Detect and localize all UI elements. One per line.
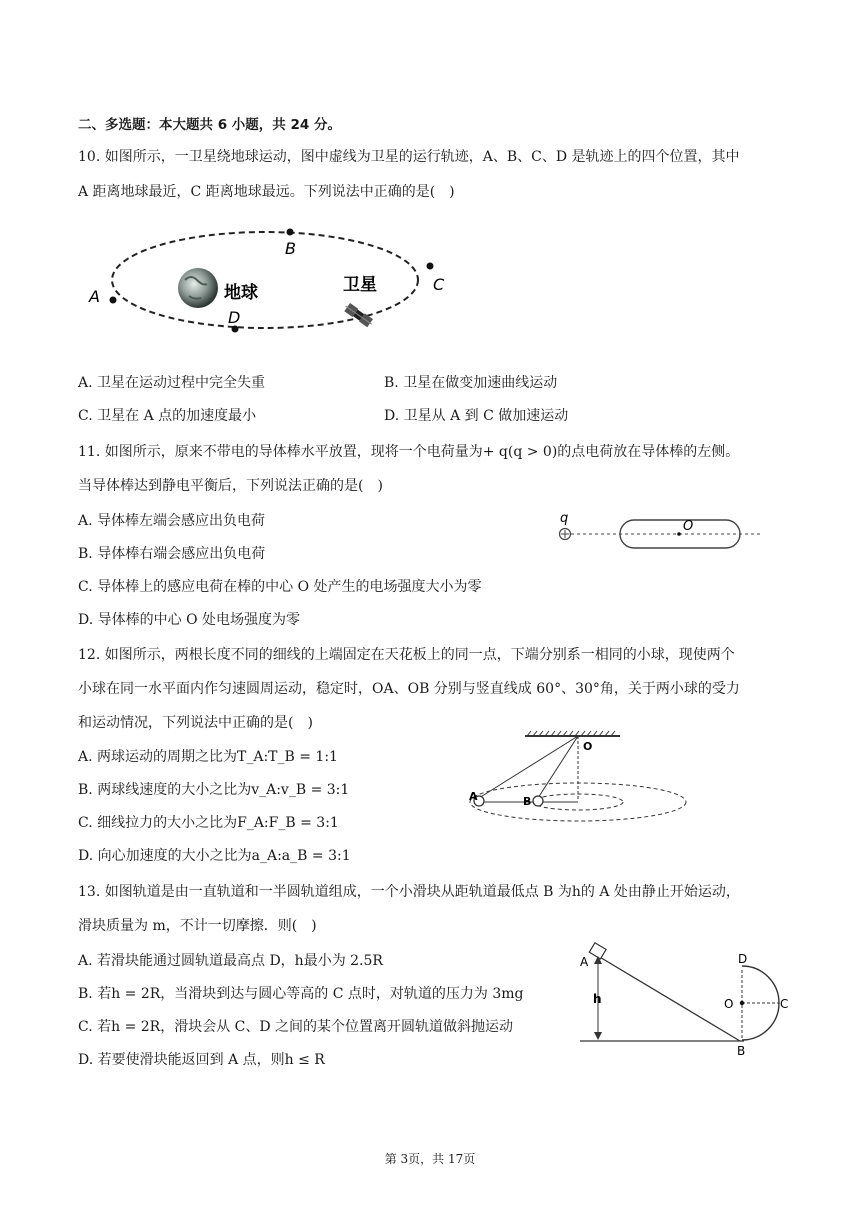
q10-option-b[interactable]: B. 卫星在做变加速曲线运动 <box>384 375 558 391</box>
q10-stem-line1: 10. 如图所示，一卫星绕地球运动，图中虚线为卫星的运行轨迹，A、B、C、D 是轨迹上的四个位置，其中 <box>78 149 740 165</box>
label-B: B <box>523 795 532 808</box>
section-title: 二、多选题：本大题共 6 小题，共 24 分。 <box>78 117 341 133</box>
point-A <box>110 297 117 304</box>
q12-stem-line2: 小球在同一水平面内作匀速圆周运动，稳定时，OA、OB 分别与竖直线成 60°、30°角，关于两小球的受力 <box>78 681 740 697</box>
q13-track-figure <box>572 940 797 1060</box>
label-A: A <box>89 287 100 306</box>
slider-block <box>589 943 606 959</box>
earth-label: 地球 <box>224 283 258 303</box>
label-C: C <box>780 997 789 1011</box>
label-A: A <box>469 790 478 803</box>
label-O: O <box>683 519 694 534</box>
q11-stem-line2: 当导体棒达到静电平衡后，下列说法正确的是( ) <box>78 478 383 494</box>
q13-option-c[interactable]: C. 若h = 2R，滑块会从 C、D 之间的某个位置离开圆轨道做斜抛运动 <box>78 1019 514 1035</box>
label-D: D <box>228 308 241 327</box>
label-D: D <box>738 952 748 966</box>
q10-option-d[interactable]: D. 卫星从 A 到 C 做加速运动 <box>384 408 569 424</box>
label-O: O <box>724 997 734 1011</box>
label-A: A <box>580 955 589 969</box>
q13-option-d[interactable]: D. 若要使滑块能返回到 A 点，则h ≤ R <box>78 1052 325 1068</box>
earth-icon <box>178 268 218 308</box>
q11-option-b[interactable]: B. 导体棒右端会感应出负电荷 <box>78 546 266 562</box>
q12-stem-line3: 和运动情况，下列说法中正确的是( ) <box>78 715 313 731</box>
q12-pendulum-figure <box>465 728 695 840</box>
label-C: C <box>433 275 445 294</box>
q12-stem-line1: 12. 如图所示，两根长度不同的细线的上端固定在天花板上的同一点，下端分别系一相同的小球，现使两个 <box>78 647 735 663</box>
q10-orbit-figure <box>85 222 445 342</box>
q11-option-a[interactable]: A. 导体棒左端会感应出负电荷 <box>78 513 266 529</box>
q13-stem-line1: 13. 如图轨道是由一直轨道和一半圆轨道组成，一个小滑块从距轨道最低点 B 为h的 A 处由静止开始运动， <box>78 884 740 900</box>
label-h: h <box>593 992 602 1006</box>
q10-option-a[interactable]: A. 卫星在运动过程中完全失重 <box>78 375 266 391</box>
satellite-label: 卫星 <box>343 275 377 295</box>
q13-option-b[interactable]: B. 若h = 2R，当滑块到达与圆心等高的 C 点时，对轨道的压力为 3mg <box>78 986 524 1002</box>
q12-option-b[interactable]: B. 两球线速度的大小之比为v_A:v_B = 3:1 <box>78 782 350 798</box>
ball-B <box>533 796 543 806</box>
q11-stem-line1: 11. 如图所示，原来不带电的导体棒水平放置，现将一个电荷量为+ q(q > 0)的点电荷放在导体棒的左侧。 <box>78 444 740 460</box>
label-B: B <box>285 239 296 258</box>
q12-option-a[interactable]: A. 两球运动的周期之比为T_A:T_B = 1:1 <box>78 749 338 765</box>
label-O: O <box>583 740 593 753</box>
q12-option-c[interactable]: C. 细线拉力的大小之比为F_A:F_B = 3:1 <box>78 815 339 831</box>
q11-option-d[interactable]: D. 导体棒的中心 O 处电场强度为零 <box>78 612 301 628</box>
label-q: q <box>560 511 569 526</box>
q10-option-c[interactable]: C. 卫星在 A 点的加速度最小 <box>78 408 257 424</box>
q11-option-c[interactable]: C. 导体棒上的感应电荷在棒的中心 O 处产生的电场强度大小为零 <box>78 579 482 595</box>
q10-stem-line2: A 距离地球最近，C 距离地球最远。下列说法中正确的是( ) <box>78 184 455 200</box>
q13-option-a[interactable]: A. 若滑块能通过圆轨道最高点 D，h最小为 2.5R <box>78 953 383 969</box>
q13-stem-line2: 滑块质量为 m，不计一切摩擦．则( ) <box>78 918 317 934</box>
page-footer: 第 3页，共 17页 <box>384 1152 476 1166</box>
q11-conductor-figure <box>555 508 775 553</box>
point-B <box>287 229 294 236</box>
label-B: B <box>737 1044 746 1058</box>
point-C <box>427 263 434 270</box>
q12-option-d[interactable]: D. 向心加速度的大小之比为a_A:a_B = 3:1 <box>78 848 351 864</box>
